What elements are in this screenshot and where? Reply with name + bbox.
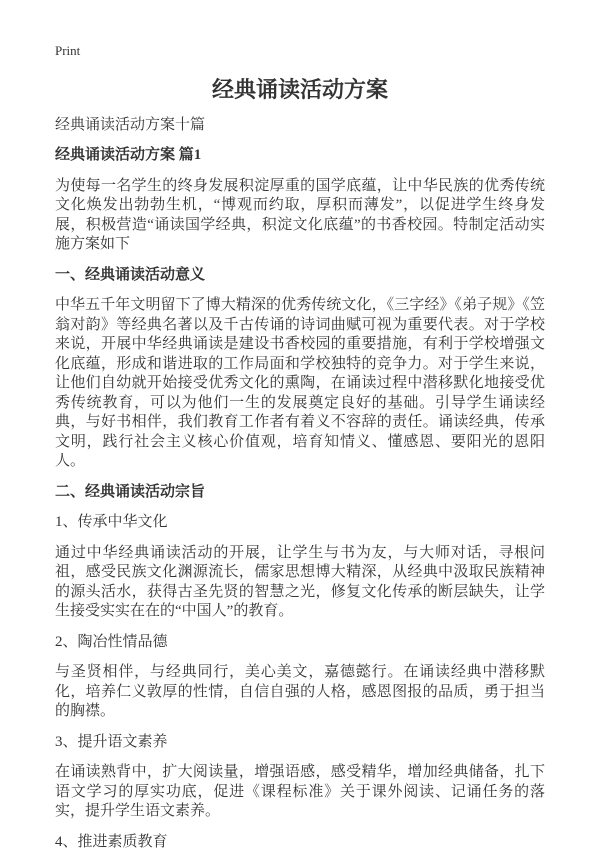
section-2-item-4-label: 4、推进素质教育 [55,833,545,852]
section-2-item-1-label: 1、传承中华文化 [55,513,545,533]
page-title: 经典诵读活动方案 [55,75,545,105]
part-heading: 经典诵读活动方案 篇1 [55,146,545,166]
section-2-item-2-label: 2、陶冶性情品德 [55,633,545,653]
section-heading-1: 一、经典诵读活动意义 [55,266,545,286]
print-link[interactable]: Print [55,42,80,60]
section-2-item-1-text: 通过中华经典诵读活动的开展，让学生与书为友，与大师对话，寻根问祖，感受民族文化渊源流长，儒家思想博大精深，从经典中汲取民族精神的源头活水，获得古圣先贤的智慧之光，修复文化传承的断层缺失，让学生接受实实在在的“中国人”的教育。 [55,544,545,622]
section-2-item-2-text: 与圣贤相伴，与经典同行，美心美文，嘉德懿行。在诵读经典中潜移默化，培养仁义敦厚的性情，自信自强的人格，感恩图报的品质，勇于担当的胸襟。 [55,663,545,722]
intro-paragraph: 为使每一名学生的终身发展积淀厚重的国学底蕴，让中华民族的优秀传统文化焕发出勃勃生机，“博观而约取，厚积而薄发”，以促进学生终身发展，积极营造“诵读国学经典，积淀文化底蕴”的书香校园。特制定活动实施方案如下 [55,177,545,255]
section-1-paragraph: 中华五千年文明留下了博大精深的优秀传统文化，《三字经》《弟子规》《笠翁对韵》等经典名著以及千古传诵的诗词曲赋可视为重要代表。对于学校来说，开展中华经典诵读是建设书香校园的重要措施，有利于学校增强文化底蕴，形成和谐进取的工作局面和学校独特的竞争力。对于学生来说，让他们自幼就开始接受优秀文化的熏陶，在诵读过程中潜移默化地接受优秀传统教育，可以为他们一生的发展奠定良好的基础。引导学生诵读经典，与好书相伴，我们教育工作者有着义不容辞的责任。诵读经典，传承文明，践行社会主义核心价值观，培育知情义、懂感恩、要阳光的恩阳人。 [55,296,545,472]
section-2-item-3-label: 3、提升语文素养 [55,733,545,753]
section-2-item-3-text: 在诵读熟背中，扩大阅读量，增强语感，感受精华，增加经典储备，扎下语文学习的厚实功底，促进《课程标准》关于课外阅读、记诵任务的落实，提升学生语文素养。 [55,763,545,822]
section-heading-2: 二、经典诵读活动宗旨 [55,483,545,503]
collection-note: 经典诵读活动方案十篇 [55,116,545,136]
